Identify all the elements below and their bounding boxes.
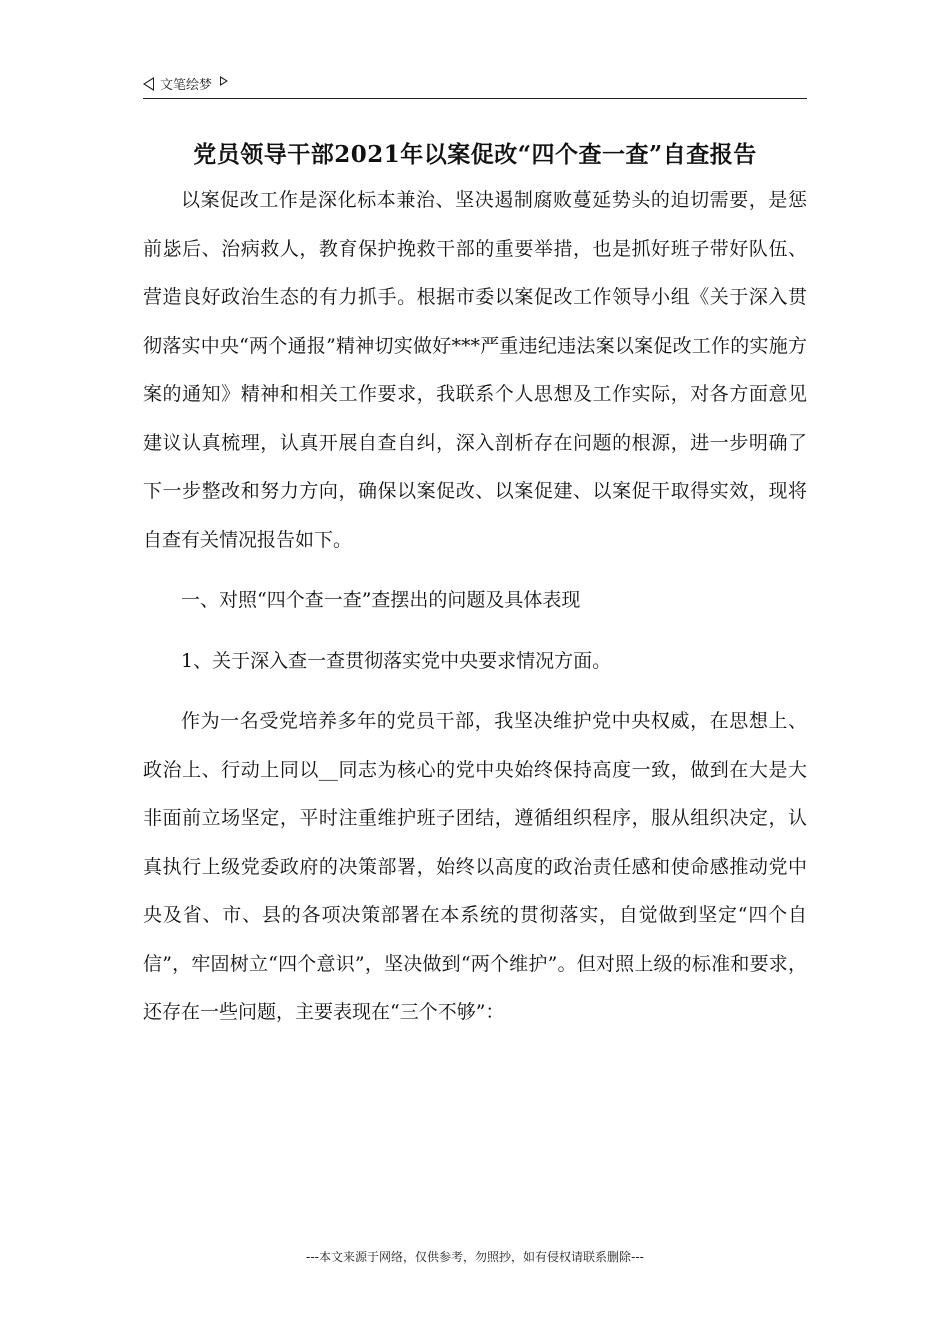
subsection-heading-1: 1、关于深入查一查贯彻落实党中央要求情况方面。	[181, 649, 612, 672]
triangle-left-icon	[143, 77, 154, 91]
triangle-right-icon	[220, 76, 228, 86]
intro-paragraph: 以案促改工作是深化标本兼治、坚决遏制腐败蔓延势头的迫切需要，是惩前毖后、治病救人，教育保护挽救干部的重要举措，也是抓好班子带好队伍、营造良好政治生态的有力抓手。根据市委以案促改工作领导小组《关于深入贯彻落实中央“两个通报”精神切实做好***严重违纪违法案以案促改工作的实施方案的通知》精神和相关工作要求，我联系个人思想及工作实际，对各方面意见建议认真梳理，认真开展自查自纠，深入剖析存在问题的根源，进一步明确了下一步整改和努力方向，确保以案促改、以案促建、以案促干取得实效，现将自查有关情况报告如下。	[143, 189, 807, 551]
page-header	[143, 70, 807, 99]
document-title: 党员领导干部2021年以案促改“四个查一查”自查报告	[193, 141, 757, 168]
section-heading-1: 一、对照“四个查一查”查摆出的问题及具体表现	[181, 589, 581, 611]
brand-name: 文笔绘梦	[160, 78, 213, 93]
footer-disclaimer: ---本文来源于网络，仅供参考，勿照抄，如有侵权请联系删除---	[306, 1250, 644, 1264]
header-brand	[143, 74, 228, 93]
body-paragraph-2: 作为一名受党培养多年的党员干部，我坚决维护党中央权威，在思想上、政治上、行动上同以__同志为核心的党中央始终保持高度一致，做到在大是大非面前立场坚定，平时注重维护班子团结，遵循组织程序，服从组织决定，认真执行上级党委政府的决策部署，始终以高度的政治责任感和使命感推动党中央及省、市、县的各项决策部署在本系统的贯彻落实，自觉做到坚定“四个自信”，牢固树立“四个意识”，坚决做到“两个维护”。但对照上级的标准和要求，还存在一些问题，主要表现在“三个不够”：	[143, 710, 807, 1023]
document-body	[143, 176, 807, 1037]
